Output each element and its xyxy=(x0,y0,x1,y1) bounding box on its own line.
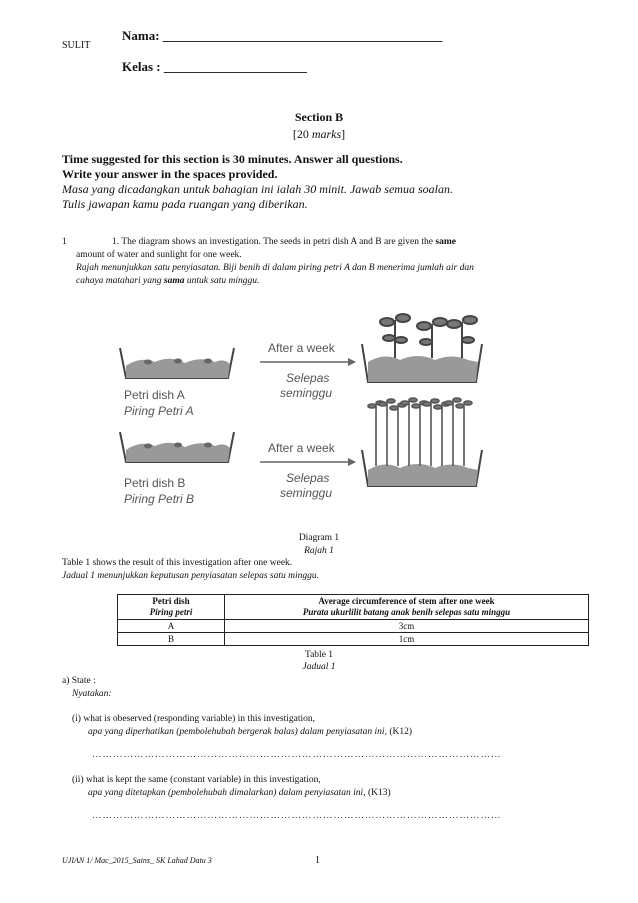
question-a-i-ms: apa yang diperhatikan (pembolehubah bergerak balas) dalam penyiasatan ini, xyxy=(88,727,387,737)
cell-dish: A xyxy=(118,620,225,633)
diagram-caption-ms: Rajah 1 xyxy=(304,546,334,556)
results-table xyxy=(117,594,589,646)
instruction-en-1: Time suggested for this section is 30 minutes. Answer all questions. xyxy=(62,152,403,166)
question-a-ii: (ii) what is kept the same (constant variable) in this investigation, xyxy=(72,775,321,785)
diagram-caption-en: Diagram 1 xyxy=(298,533,340,543)
cell-dish: B xyxy=(118,633,225,646)
arrow-b-en: After a week xyxy=(268,441,335,455)
petri-dish-a-grown xyxy=(362,314,482,382)
cell-value: 1cm xyxy=(225,633,589,646)
class-field[interactable]: Kelas : ______________________ xyxy=(122,59,307,74)
arrow-a-ms-2: seminggu xyxy=(280,386,333,400)
arrow-a-en: After a week xyxy=(268,341,335,355)
answer-line-a-i[interactable]: ……………………………………………………………………………………………………… xyxy=(92,750,502,760)
part-a-label: a) State : xyxy=(62,676,96,686)
petri-dish-b xyxy=(120,432,234,462)
table-intro-ms: Jadual 1 menunjukkan keputusan penyiasatan selepas satu minggu. xyxy=(62,571,319,581)
header-circumference: Average circumference of stem after one week Purata ukurlilit batang anak benih selepas satu minggu xyxy=(225,595,589,620)
part-a-label-ms: Nyatakan: xyxy=(72,689,112,699)
header-petri-dish: Petri dish Piring petri xyxy=(118,595,225,620)
question-a-ii-ms: apa yang ditetapkan (pembolehubah dimalarkan) dalam penyiasatan ini, xyxy=(88,788,366,798)
part-a: a) State : Nyatakan: (i) what is obeserved (responding variable) in this investigation, apa yang diperhatikan (pembolehubah bergerak balas) dalam penyiasatan ini, (K12) ……………………………………………………………………………………………………… (ii) what is kept the same (constant variable) in this investigation, apa yang ditetapkan (pembolehubah dimalarkan) dalam penyiasatan ini, (K13) ……………………………………………………………………………………………………… xyxy=(62,675,582,823)
section-marks: [20 marks] xyxy=(292,127,346,141)
cell-value: 3cm xyxy=(225,620,589,633)
label-petri-a-ms: Piring Petri A xyxy=(124,404,194,418)
arrow-b-ms-2: seminggu xyxy=(280,486,333,500)
arrow-b-ms-1: Selepas xyxy=(286,471,330,485)
table-intro xyxy=(62,557,319,583)
question-a-i: (i) what is obeserved (responding variable) in this investigation, xyxy=(72,714,315,724)
arrow-a-ms-1: Selepas xyxy=(286,371,330,385)
question-1: 1 1. The diagram shows an investigation. The seeds in petri dish A and B are given the same amount of water and sunlight for one week. Rajah menunjukkan satu penyiasatan. Biji benih di dalam piring petri A dan B menerima jumlah air dan cahaya matahari yang sama untuk satu minggu. xyxy=(62,237,474,286)
name-field[interactable]: Nama: ___________________________________________ xyxy=(122,28,443,43)
instruction-en-2: Write your answer in the spaces provided. xyxy=(62,167,278,181)
table-row xyxy=(118,620,589,633)
sulit-label: SULIT xyxy=(62,40,91,51)
table-intro-en: Table 1 shows the result of this investigation after one week. xyxy=(62,558,293,568)
label-petri-a-en: Petri dish A xyxy=(124,388,185,402)
table-caption-en: Table 1 xyxy=(304,650,334,660)
table-header-row xyxy=(118,595,589,620)
section-title: Section B xyxy=(294,110,344,124)
petri-dish-b-grown xyxy=(362,398,482,486)
question-number: 1 xyxy=(62,237,67,247)
instruction-ms-1: Masa yang dicadangkan untuk bahagian ini ialah 30 minit. Jawab semua soalan. xyxy=(62,182,453,196)
page-number: 1 xyxy=(315,855,320,866)
answer-line-a-ii[interactable]: ……………………………………………………………………………………………………… xyxy=(92,811,502,821)
investigation-diagram xyxy=(100,300,520,525)
table-row xyxy=(118,633,589,646)
footer-text: UJIAN 1/ Mac_2015_Sains_ SK Lahad Datu 3 xyxy=(62,856,212,865)
instructions xyxy=(62,152,602,212)
label-petri-b-en: Petri dish B xyxy=(124,476,186,490)
petri-dish-a xyxy=(120,348,234,378)
table-caption-ms: Jadual 1 xyxy=(302,662,336,672)
label-petri-b-ms: Piring Petri B xyxy=(124,492,195,506)
instruction-ms-2: Tulis jawapan kamu pada ruangan yang diberikan. xyxy=(62,197,308,211)
